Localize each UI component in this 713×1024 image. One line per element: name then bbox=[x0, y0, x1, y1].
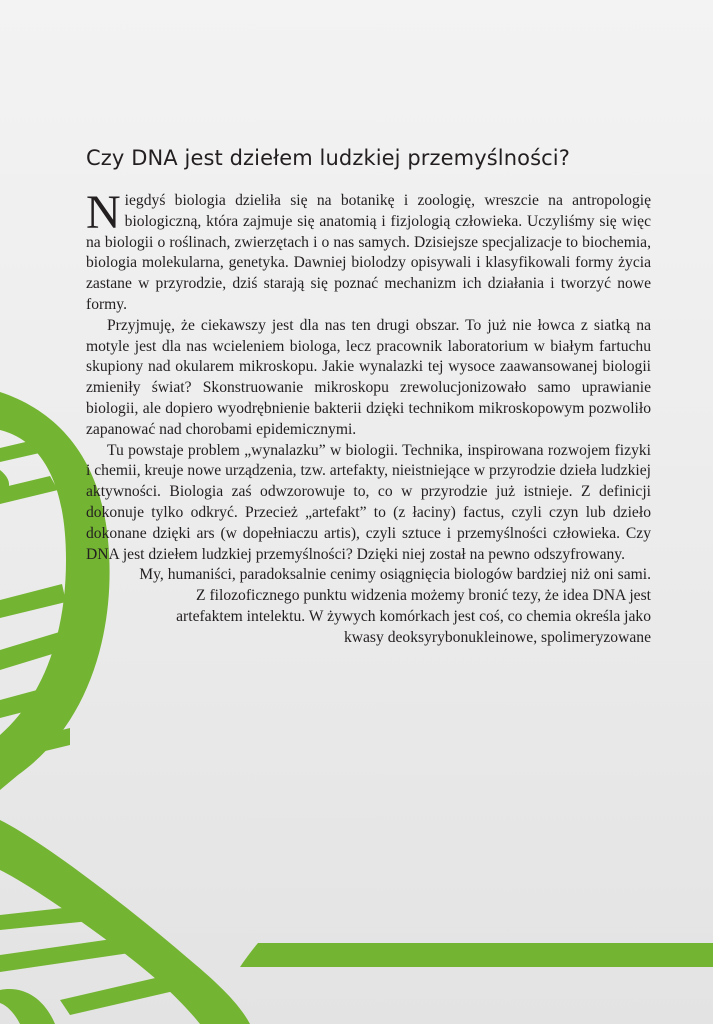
paragraph-3: Tu powstaje problem „wynalazku” w biologii. Technika, inspirowana rozwojem fizyki i chemii, kreuje nowe urządzenia, tzw. artefakty, nieistniejące w przyrodzie dzieła ludzkiej aktywności. Biologia zaś odwzorowuje to, co w przyrodzie już istnieje. Z definicji dokonuje tylko odkryć. Przecież „artefakt” to (z łaciny) factus, czyli czyn lub dzieło dokonane dzięki ars (w dopełniaczu artis), czyli sztuce i przemyślności człowieka. Czy DNA jest dziełem ludzkiej przemyślności? Dzięki niej został na pewno odszyfrowany. bbox=[86, 441, 651, 563]
paragraph-1 bbox=[86, 186, 651, 316]
paragraph-1-text: iegdyś biologia dzieliła się na botanikę i zoologię, wreszcie na antropologię biologiczną, która zajmuje się anatomią i fizjologią człowieka. Uczyliśmy się więc na biologii o roślinach, zwierzętach i o nas samych. Dzisiejsze specjalizacje to biochemia, biologia molekularna, genetyka. Dawniej biolodzy opisywali i klasyfikowali formy życia zastane w przyrodzie, dziś starają się poznać mechanizm ich działania i tworzyć nowe formy. bbox=[86, 192, 651, 313]
dna-rung bbox=[0, 476, 58, 504]
dna-rung bbox=[0, 584, 66, 618]
dna-strand bbox=[0, 989, 55, 1024]
paragraph-2: Przyjmuję, że ciekawszy jest dla nas ten drugi obszar. To już nie łowca z siatką na motyle jest dla nas wcieleniem biologa, lecz pracownik laboratorium w białym fartuchu skupiony nad okularem mikroskopu. Jakie wynalazki tej wysoce zaawansowanej biologii zmieniły świat? Skonstruowanie mikroskopu zrewolucjonizowało samo uprawianie biologii, ale dopiero wyodrębnienie bakterii dzięki technikom mikroskopowym pozwoliło zapanować nad chorobami epidemicznymi. bbox=[86, 316, 651, 438]
paragraph-4: My, humaniści, paradoksalnie cenimy osiągnięcia biologów bardziej niż oni sami. Z filozoficznego punktu widzenia możemy bronić tezy, że idea DNA jest artefaktem intelektu. W żywych komórkach jest coś, co chemia określa jako kwasy deoksyrybonukleinowe, spolimeryzowane bbox=[139, 566, 651, 646]
article-title: Czy DNA jest dziełem ludzkiej przemyślności? bbox=[86, 146, 570, 170]
drop-cap: N bbox=[86, 186, 121, 239]
green-stripe bbox=[240, 943, 713, 967]
article-body bbox=[86, 186, 651, 649]
